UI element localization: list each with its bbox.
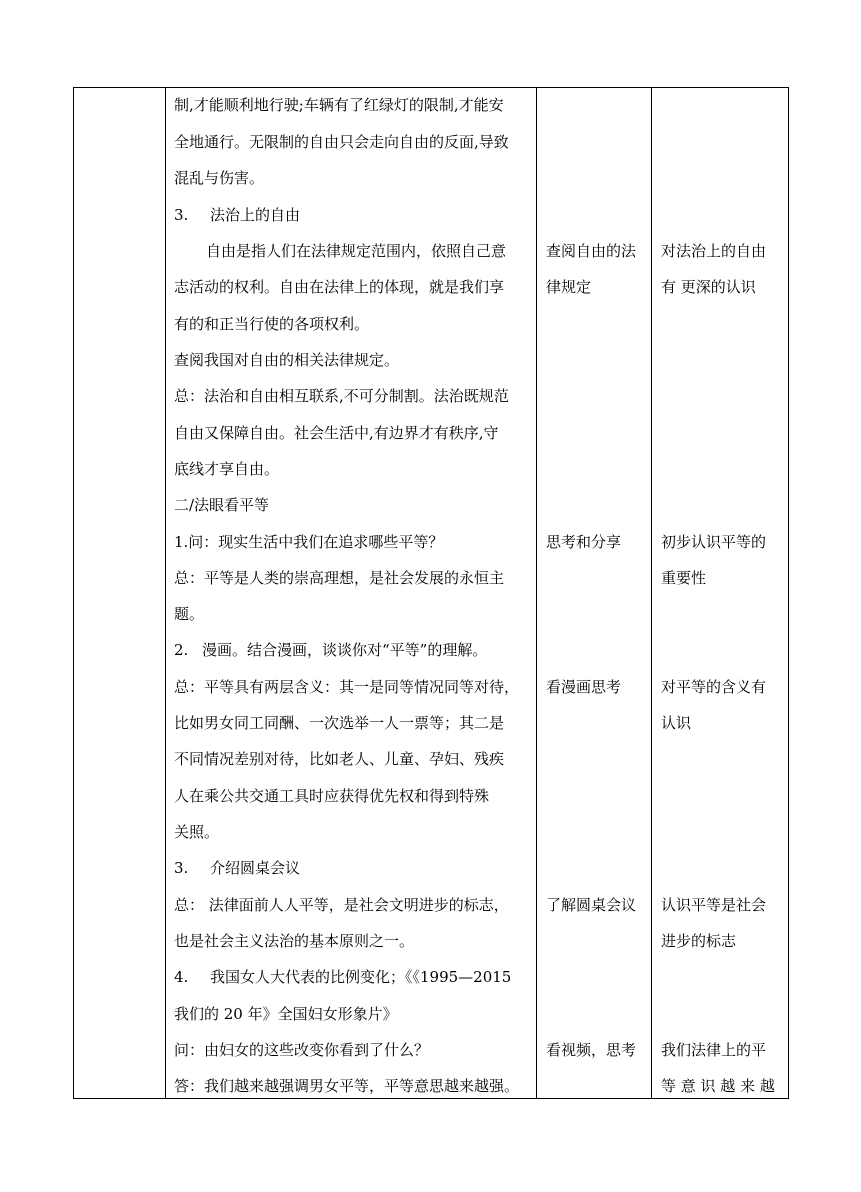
section-heading: 2. 漫画。结合漫画，谈谈你对“平等”的理解。 [174,641,488,659]
text-line: 对法治上的自由 [661,242,767,260]
text-line: 问：由妇女的这些改变你看到了什么？ [174,1041,430,1059]
text-line: 关照。 [174,823,220,841]
text-line: 1.问：现实生活中我们在追求哪些平等？ [174,533,444,551]
text-line: 查阅自由的法 [546,242,637,260]
text-line: 题。 [174,605,205,623]
text-line: 看视频，思考 [546,1041,637,1059]
text-line: 自由又保障自由。社会生活中,有边界才有秩序,守 [174,424,499,442]
text-line: 进步的标志 [661,932,737,950]
text-line: 我们的 20 年》全国妇女形象片》 [174,1005,398,1023]
text-line: 等 意 识 越 来 越 [661,1077,775,1095]
section-heading: 3. 法治上的自由 [174,206,301,224]
text-line: 思考和分享 [546,533,622,551]
text-line: 人在乘公共交通工具时应获得优先权和得到特殊 [174,787,490,805]
section-heading: 二/法眼看平等 [174,496,270,514]
section-heading: 4. 我国女人大代表的比例变化；《《1995—2015 [174,968,512,986]
text-line: 看漫画思考 [546,678,622,696]
text-line: 自由是指人们在法律规定范围内，依照自己意 [206,242,507,260]
column-divider [536,88,537,1098]
text-line: 也是社会主义法治的基本原则之一。 [174,932,415,950]
text-line: 总：法治和自由相互联系,不可分制割。法治既规范 [174,387,509,405]
text-line: 志活动的权利。自由在法律上的体现，就是我们享 [174,278,505,296]
text-line: 重要性 [661,569,707,587]
text-line: 初步认识平等的 [661,533,767,551]
text-line: 总：平等是人类的崇高理想，是社会发展的永恒主 [174,569,505,587]
text-line: 不同情况差别对待，比如老人、儿童、孕妇、残疾 [174,750,505,768]
text-line: 认识平等是社会 [661,896,767,914]
text-line: 全地通行。无限制的自由只会走向自由的反面,导致 [174,133,509,151]
text-line: 律规定 [546,278,592,296]
text-line: 有的和正当行使的各项权利。 [174,315,370,333]
text-line: 了解圆桌会议 [546,896,637,914]
section-heading: 3. 介绍圆桌会议 [174,859,301,877]
lesson-table [73,87,789,1099]
column-divider [651,88,652,1098]
text-line: 制,才能顺利地行驶;车辆有了红绿灯的限制,才能安 [174,96,504,114]
text-line: 对平等的含义有 [661,678,767,696]
text-line: 查阅我国对自由的相关法律规定。 [174,351,400,369]
text-line: 底线才享自由。 [174,460,280,478]
text-line: 认识 [661,714,692,732]
column-divider [165,88,166,1098]
text-line: 比如男女同工同酬、一次选举一人一票等；其二是 [174,714,505,732]
text-line: 混乱与伤害。 [174,169,265,187]
text-line: 总： 法律面前人人平等，是社会文明进步的标志， [174,896,509,914]
text-line: 答：我们越来越强调男女平等，平等意思越来越强。 [174,1077,520,1095]
text-line: 有 更深的认识 [661,278,756,296]
text-line: 我们法律上的平 [661,1041,767,1059]
text-line: 总：平等具有两层含义：其一是同等情况同等对待， [174,678,520,696]
